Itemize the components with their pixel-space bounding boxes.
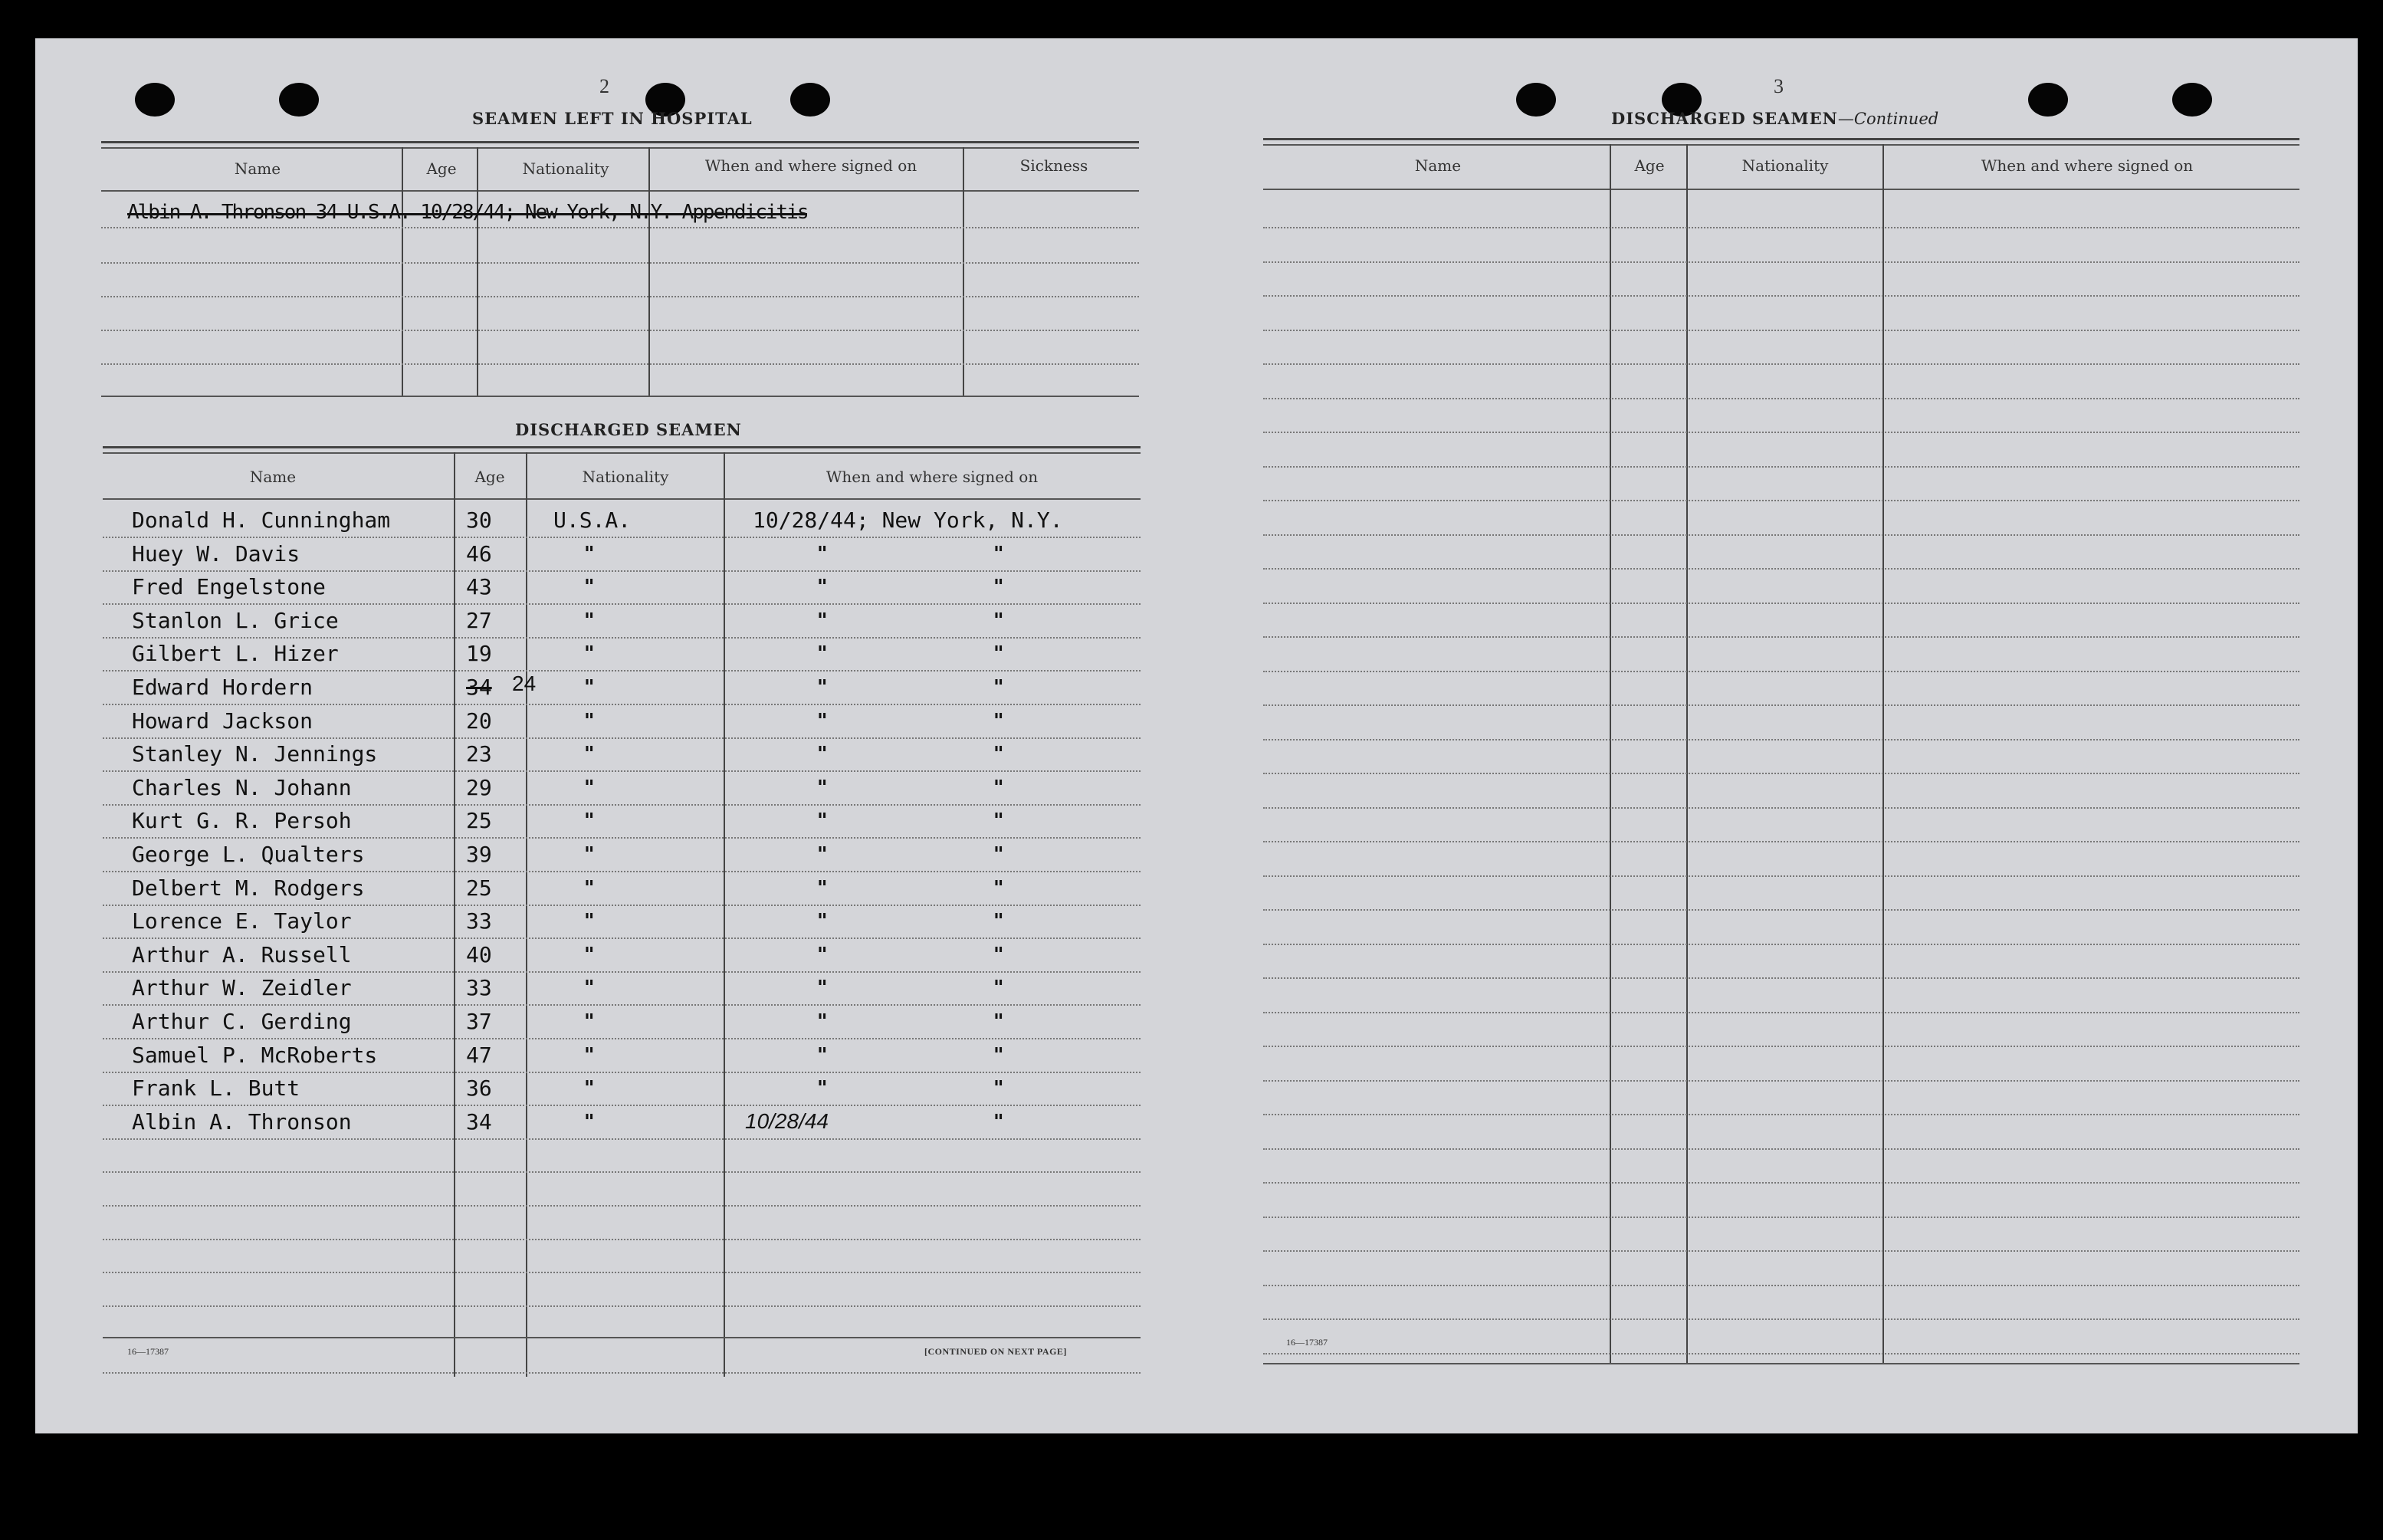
seaman-name: Gilbert L. Hizer [132,641,339,666]
table-rule [1263,144,2299,146]
ditto-mark: " [584,710,595,733]
ditto-mark: " [817,642,828,665]
ditto-mark: " [817,809,828,832]
form-number: 16—17387 [1286,1337,1328,1348]
ditto-mark: " [993,743,1004,766]
seaman-age: 34 [466,1109,492,1134]
seaman-age-correction: 24 [512,671,537,695]
table-row-line [1263,1114,2299,1115]
seaman-name: Fred Engelstone [132,574,326,599]
seaman-name: Delbert M. Rodgers [132,875,365,901]
table-row-line [1263,1080,2299,1082]
ditto-mark: " [993,977,1004,1000]
table-row-line [1263,1148,2299,1150]
ditto-mark: " [993,1044,1004,1067]
punch-hole [790,83,830,117]
seaman-age: 39 [466,842,492,867]
table-row-line [1263,227,2299,228]
seaman-age: 23 [466,741,492,767]
table-row-line [103,905,1141,906]
ditto-mark: " [817,1044,828,1067]
table-row-line [1263,1046,2299,1047]
ditto-mark: " [584,910,595,933]
punch-hole [135,83,175,117]
ditto-mark: " [817,977,828,1000]
table-row-line [1263,1012,2299,1013]
seaman-name: Stanlon L. Grice [132,608,339,633]
table-row-line [1263,363,2299,365]
ditto-mark: " [584,977,595,1000]
table-row-line [1263,330,2299,331]
table-row-line [101,330,1139,331]
table-row-line [101,363,1139,365]
table-rule [103,1337,1141,1338]
table-row-line [1263,398,2299,399]
ditto-mark: " [817,910,828,933]
seaman-signed-on: 10/28/44 [745,1109,829,1133]
seaman-age: 43 [466,574,492,599]
ditto-mark: " [993,1077,1004,1100]
ditto-mark: " [993,910,1004,933]
seaman-age: 20 [466,708,492,734]
page-number: 2 [599,75,609,97]
discharged-continued-title [1611,109,1938,128]
table-row-line [1263,875,2299,877]
table-row-line [1263,977,2299,979]
seaman-age-struck: 34 [466,675,492,700]
table-row-line [103,570,1141,572]
hospital-section-title: SEAMEN LEFT IN HOSPITAL [472,109,753,128]
table-row-line [103,670,1141,671]
table-rule [101,396,1139,397]
seaman-age: 36 [466,1075,492,1101]
ditto-mark: " [817,877,828,900]
ditto-mark: " [993,642,1004,665]
punch-hole [2028,83,2068,117]
table-rule [1263,138,2299,140]
ditto-mark: " [817,609,828,632]
table-row-line [1263,261,2299,263]
seaman-age: 33 [466,975,492,1000]
ditto-mark: " [584,676,595,699]
table-rule [103,452,1141,454]
ditto-mark: " [993,1111,1004,1134]
table-row-line [1263,295,2299,297]
table-row-line [1263,1250,2299,1252]
table-row-line [1263,1318,2299,1320]
ditto-mark: " [993,676,1004,699]
table-row-line [103,804,1141,806]
table-row-line [1263,500,2299,501]
seaman-age: 29 [466,775,492,800]
ditto-mark: " [584,642,595,665]
ditto-mark: " [817,676,828,699]
table-row-line [1263,841,2299,842]
seaman-age: 37 [466,1009,492,1034]
column-header-name: Name [234,159,281,178]
table-row-line [103,971,1141,973]
ditto-mark: " [993,1010,1004,1033]
table-row-line [103,1004,1141,1006]
table-row-line [103,1105,1141,1106]
seaman-name: Arthur W. Zeidler [132,975,352,1000]
seaman-name: Arthur C. Gerding [132,1009,352,1034]
table-row-line [103,1372,1141,1374]
seaman-name: Kurt G. R. Persoh [132,808,352,833]
column-header-name: Name [249,468,297,486]
ditto-mark: " [993,609,1004,632]
seaman-age: 33 [466,908,492,934]
seaman-name: Howard Jackson [132,708,313,734]
table-row-line [1263,739,2299,740]
ditto-mark: " [817,710,828,733]
table-row-line [103,1072,1141,1073]
seaman-age: 46 [466,541,492,566]
column-header-signed-on: When and where signed on [1981,156,2194,175]
seaman-name: Edward Hordern [132,675,313,700]
column-header-age: Age [426,159,457,178]
table-row-line [103,704,1141,705]
table-rule [101,147,1139,149]
column-divider [963,147,964,396]
table-row-line [103,737,1141,739]
table-row-line [103,1138,1141,1140]
column-header-sickness: Sickness [1019,156,1088,175]
column-divider [1882,144,1884,1363]
ditto-mark: " [584,543,595,566]
ditto-mark: " [993,710,1004,733]
ditto-mark: " [993,809,1004,832]
title-suffix: —Continued [1837,110,1939,128]
ditto-mark: " [584,809,595,832]
seaman-age: 25 [466,808,492,833]
seaman-name: Albin A. Thronson [132,1109,352,1134]
table-row-line [1263,944,2299,945]
table-row-line [1263,1182,2299,1184]
ditto-mark: " [584,1111,595,1134]
table-row-line [1263,909,2299,911]
seaman-age: 25 [466,875,492,901]
table-rule [103,498,1141,500]
table-rule [101,141,1139,143]
table-row-line [1263,704,2299,706]
ditto-mark: " [817,944,828,967]
ditto-mark: " [584,1044,595,1067]
column-divider [477,147,478,396]
table-row-line [103,1205,1141,1207]
seaman-name: Arthur A. Russell [132,942,352,967]
seaman-age: 27 [466,608,492,633]
ditto-mark: " [993,777,1004,800]
table-row-line [103,1272,1141,1273]
seaman-age: 19 [466,641,492,666]
table-row-line [101,262,1139,264]
table-row-line [103,837,1141,839]
column-header-nationality: Nationality [1741,156,1829,175]
column-header-signed-on: When and where signed on [826,468,1039,486]
ditto-mark: " [993,576,1004,599]
table-row-line [101,296,1139,297]
table-row-line [103,537,1141,538]
table-row-line [1263,432,2299,433]
table-row-line [103,1239,1141,1240]
seaman-name: Stanley N. Jennings [132,741,378,767]
table-row-line [103,1171,1141,1173]
table-row-line [103,871,1141,872]
ditto-mark: " [584,944,595,967]
punch-hole [1516,83,1556,117]
page-number: 3 [1774,75,1784,97]
manifest-sheet [35,38,2358,1433]
seaman-name: Huey W. Davis [132,541,300,566]
table-row-line [1263,671,2299,672]
table-row-line [103,937,1141,939]
table-row-line [1263,1353,2299,1354]
column-header-age: Age [1634,156,1665,175]
column-divider [402,147,403,396]
table-row-line [1263,636,2299,638]
column-divider [1686,144,1688,1363]
table-row-line [1263,773,2299,774]
seaman-name: Donald H. Cunningham [132,507,391,533]
column-header-nationality: Nationality [522,159,609,178]
table-row-line [1263,1285,2299,1286]
struck-hospital-entry: Albin A. Thronson 34 U.S.A. 10/28/44; New York, N.Y. Appendicitis [127,201,808,224]
table-rule [101,190,1139,192]
seaman-name: Frank L. Butt [132,1075,300,1101]
title-text: DISCHARGED SEAMEN [1611,109,1838,128]
table-row-line [103,1305,1141,1307]
ditto-mark: " [584,877,595,900]
discharged-section-title: DISCHARGED SEAMEN [515,420,742,439]
ditto-mark: " [584,777,595,800]
column-divider [648,147,650,396]
ditto-mark: " [993,877,1004,900]
column-divider [1610,144,1611,1363]
seaman-age: 47 [466,1043,492,1068]
ditto-mark: " [584,1077,595,1100]
column-header-signed-on: When and where signed on [704,156,917,175]
seaman-nationality: U.S.A. [553,507,632,533]
table-row-line [103,770,1141,772]
table-row-line [1263,807,2299,809]
table-row-line [103,637,1141,639]
ditto-mark: " [817,576,828,599]
ditto-mark: " [584,743,595,766]
ditto-mark: " [584,576,595,599]
table-rule [1263,1363,2299,1364]
ditto-mark: " [993,843,1004,866]
punch-hole [279,83,319,117]
table-row-line [103,603,1141,605]
column-header-age: Age [474,468,505,486]
ditto-mark: " [817,1077,828,1100]
table-rule [103,446,1141,448]
seaman-name: George L. Qualters [132,842,365,867]
table-row-line [1263,603,2299,604]
ditto-mark: " [584,1010,595,1033]
ditto-mark: " [817,743,828,766]
table-row-line [1263,534,2299,536]
continued-note: [CONTINUED ON NEXT PAGE] [924,1346,1067,1357]
ditto-mark: " [993,543,1004,566]
seaman-name: Charles N. Johann [132,775,352,800]
ditto-mark: " [584,609,595,632]
seaman-age: 30 [466,507,492,533]
ditto-mark: " [817,1010,828,1033]
seaman-signed-on: 10/28/44; New York, N.Y. [753,507,1063,533]
seaman-name: Samuel P. McRoberts [132,1043,378,1068]
table-row-line [103,1038,1141,1039]
ditto-mark: " [817,543,828,566]
ditto-mark: " [993,944,1004,967]
table-rule [1263,189,2299,190]
column-header-nationality: Nationality [582,468,669,486]
seaman-name: Lorence E. Taylor [132,908,352,934]
table-row-line [1263,1217,2299,1218]
table-row-line [1263,466,2299,468]
form-number: 16—17387 [127,1346,169,1357]
ditto-mark: " [584,843,595,866]
table-row-line [1263,568,2299,570]
ditto-mark: " [817,777,828,800]
table-row-line [101,227,1139,228]
column-header-name: Name [1414,156,1462,175]
ditto-mark: " [817,843,828,866]
seaman-age: 40 [466,942,492,967]
punch-hole [2172,83,2212,117]
